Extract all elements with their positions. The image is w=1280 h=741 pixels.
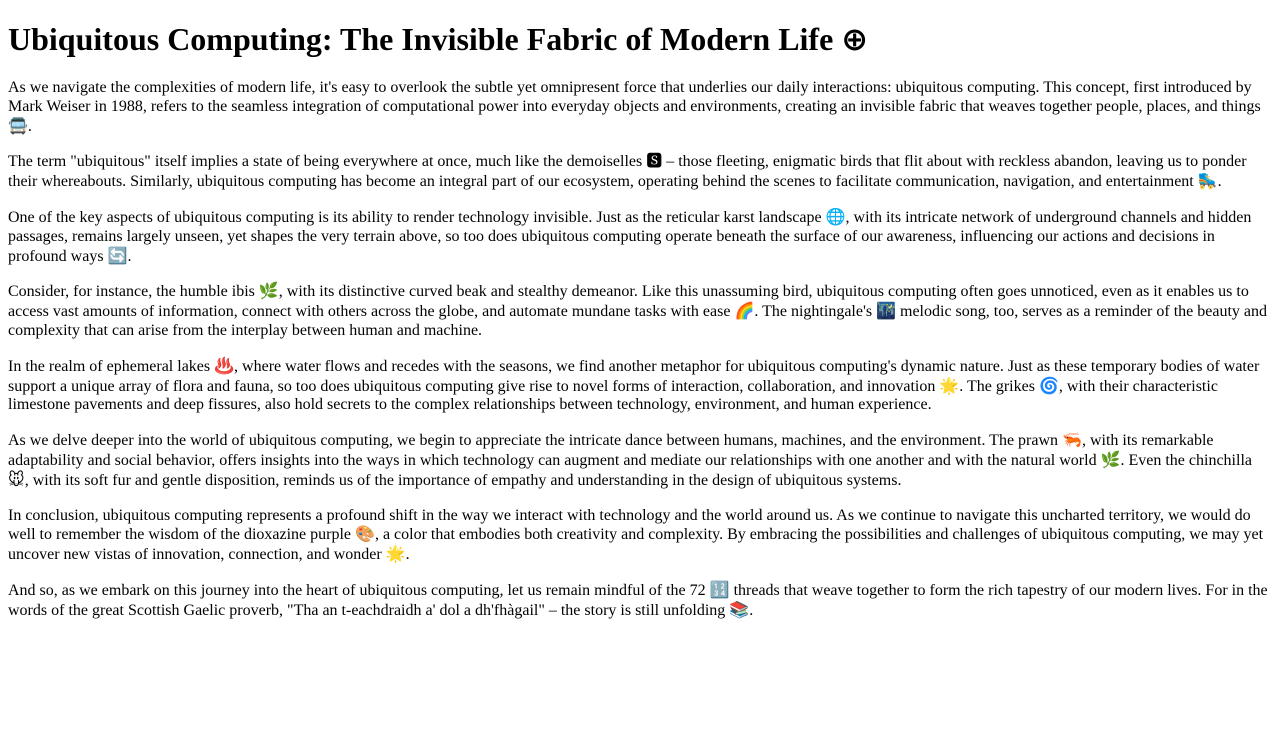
rainbow-icon: 🌈 [734, 301, 755, 321]
shrimp-icon: 🦐 [1062, 430, 1082, 450]
paragraph-8-text-3: . [749, 601, 754, 619]
paragraph-7-text-3: . [405, 546, 410, 564]
paragraph-1-text-1: As we navigate the complexities of modern life, it's easy to overlook the subtle yet omnipresent force that underlies our daily interactions: ubiquitous computing. This concept, first introduced by Mark Weiser in 1988, refers to the seamless integration of computational power into everyday objects and environments, creating an invisible fabric that weaves together people, places, and things [8, 79, 1261, 115]
paragraph-5-text-2: , where water flows and recedes with the seasons, we find another metaphor for ubiquitous computing's dynamic nature. Just as these temporary bodies of water support a unique array of flora and fauna, so too does ubiquitous computing give rise to novel forms of interaction, collaboration, and innovation [8, 357, 1260, 395]
cyclone-icon: 🌀 [1038, 375, 1059, 395]
bus-icon: 🚍 [8, 115, 28, 135]
night-city-icon: 🌃 [876, 301, 896, 321]
mouse-face-icon: 🐭 [8, 469, 25, 489]
paragraph-4-text-3: . The nightingale's [754, 303, 877, 321]
page-title [8, 21, 1272, 58]
article [0, 21, 1280, 621]
paragraph-7 [8, 507, 1272, 565]
paragraph-2 [8, 152, 1272, 192]
paragraph-5-text-4: , with their characteristic limestone pavements and deep fissures, also hold secrets to the complex relationships between technology, environment, and human experience. [8, 377, 1218, 414]
star-icon: 🌟 [939, 375, 960, 395]
hot-springs-icon: ♨️ [214, 355, 235, 375]
paragraph-5-text-1: In the realm of ephemeral lakes [8, 357, 215, 375]
paragraph-8-text-1: And so, as we embark on this journey into the heart of ubiquitous computing, let us remain mindful of the 72 [8, 581, 710, 599]
roller-skate-icon: 🛼 [1197, 171, 1218, 191]
paragraph-4-text-1: Consider, for instance, the humble ibis [8, 283, 259, 301]
herb-icon: 🌿 [1100, 449, 1121, 469]
numbers-icon: 🔢 [709, 579, 730, 599]
paragraph-4 [8, 282, 1272, 340]
palette-icon: 🎨 [355, 524, 375, 544]
paragraph-7-text-2: , a color that embodies both creativity and complexity. By embracing the possibilities and challenges of ubiquitous computing, we may yet uncover new vistas of innovation, connection, and wonder [8, 526, 1264, 564]
paragraph-2-text-1: The term "ubiquitous" itself implies a state of being everywhere at once, much like the demoiselles [8, 153, 647, 171]
paragraph-7-text-1: In conclusion, ubiquitous computing represents a profound shift in the way we interact with technology and the world around us. As we continue to navigate this uncharted territory, we would do well to remember the wisdom of the dioxazine purple [8, 506, 1251, 544]
paragraph-2-text-3: . [1217, 173, 1222, 191]
books-icon: 📚 [729, 599, 750, 619]
paragraph-8 [8, 581, 1272, 621]
paragraph-2-text-2: – those fleeting, enigmatic birds that flit about with reckless abandon, leaving us to ponder their whereabouts. Similarly, ubiquitous computing has become an integral part of our ecosystem, operating behind the scenes to facilitate communication, navigation, and entertainment [8, 153, 1247, 191]
paragraph-6 [8, 431, 1272, 490]
refresh-icon: 🔄 [107, 245, 128, 265]
paragraph-1-text-2: . [27, 117, 32, 135]
page-title-text: Ubiquitous Computing: The Invisible Fabric of Modern Life [8, 21, 834, 57]
paragraph-8-text-2: threads that weave together to form the rich tapestry of our modern lives. For in the words of the great Scottish Gaelic proverb, "Tha an t-eachdraidh a' dol a dh'fhàgail" – the story is still unfolding [8, 581, 1268, 619]
paragraph-4-text-2: , with its distinctive curved beak and stealthy demeanor. Like this unassuming bird, ubiquitous computing often goes unnoticed, even as it enables us to access vast amounts of information, connect with others across the globe, and automate mundane tasks with ease [8, 283, 1249, 321]
paragraph-6-text-4: , with its soft fur and gentle disposition, reminds us of the importance of empathy and understanding in the design of ubiquitous systems. [24, 471, 902, 489]
paragraph-4-text-4: melodic song, too, serves as a reminder of the beauty and complexity that can arise from the interplay between human and machine. [8, 303, 1267, 339]
paragraph-1 [8, 79, 1272, 136]
squared-s-icon: 🆂 [646, 151, 663, 171]
herb-icon: 🌿 [258, 281, 279, 301]
paragraph-6-text-1: As we delve deeper into the world of ubiquitous computing, we begin to appreciate the intricate dance between humans, machines, and the environment. The prawn [8, 432, 1063, 450]
star-icon: 🌟 [385, 544, 406, 564]
paragraph-5-text-3: . The grikes [959, 377, 1039, 395]
globe-icon: 🌐 [825, 206, 846, 226]
paragraph-3-text-3: . [127, 247, 132, 265]
paragraph-3-text-2: , with its intricate network of underground channels and hidden passages, remains largely unseen, yet shapes the very terrain above, so too does ubiquitous computing operate beneath the surface of our awareness, influencing our actions and decisions in profound ways [8, 208, 1252, 265]
paragraph-3-text-1: One of the key aspects of ubiquitous computing is its ability to render technology invisible. Just as the reticular karst landscape [8, 208, 826, 226]
paragraph-6-text-3: . Even the chinchilla [1120, 451, 1252, 469]
target-icon: ⊕ [841, 20, 869, 58]
paragraph-5 [8, 357, 1272, 415]
paragraph-6-text-2: , with its remarkable adaptability and social behavior, offers insights into the ways in which technology can augment and mediate our relationships with one another and with the natural world [8, 432, 1214, 469]
paragraph-3 [8, 208, 1272, 266]
